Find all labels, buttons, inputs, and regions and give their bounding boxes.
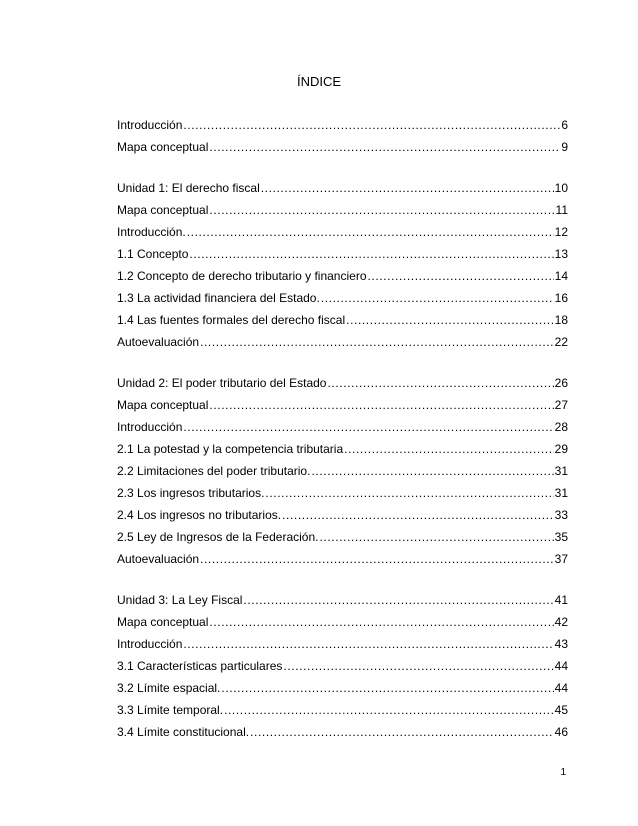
toc-entry-label: 3.3 Límite temporal. (117, 703, 224, 717)
toc-entry-label: 3.1 Características particulares (117, 659, 283, 673)
toc-entry[interactable] (117, 268, 568, 284)
toc-entry[interactable] (117, 312, 568, 328)
toc-entry-page: 28 (554, 420, 568, 434)
toc-entry-label: 1.1 Concepto (117, 247, 189, 261)
toc-leader-dots (344, 441, 554, 457)
toc-entry-label: 3.4 Límite constitucional. (117, 725, 250, 739)
toc-entry-label: 1.3 La actividad financiera del Estado. (117, 291, 320, 305)
toc-entry-label: 1.2 Concepto de derecho tributario y financiero (117, 269, 367, 283)
toc-entry-label: Unidad 2: El poder tributario del Estado (117, 376, 327, 390)
toc-entry-label: 2.2 Limitaciones del poder tributario. (117, 464, 311, 478)
toc-entry-page: 18 (554, 313, 568, 327)
toc-entry-label: Autoevaluación (117, 335, 200, 349)
toc-entry[interactable] (117, 724, 568, 740)
toc-entry[interactable] (117, 702, 568, 718)
toc-leader-dots (209, 614, 553, 630)
toc-entry-page: 46 (554, 725, 568, 739)
toc-entry[interactable] (117, 202, 568, 218)
toc-entry-page: 27 (554, 398, 568, 412)
toc-entry-label: 2.4 Los ingresos no tributarios. (117, 508, 282, 522)
toc-leader-dots (183, 636, 553, 652)
toc-entry[interactable] (117, 290, 568, 306)
toc-leader-dots (321, 290, 554, 306)
toc-entry[interactable] (117, 375, 568, 391)
toc-entry-page: 43 (554, 637, 568, 651)
toc-entry[interactable] (117, 139, 568, 155)
toc-entry-label: Mapa conceptual (117, 615, 209, 629)
toc-entry-page: 11 (555, 203, 568, 217)
toc-entry-page: 16 (554, 291, 568, 305)
toc-leader-dots (187, 224, 554, 240)
toc-entry-page: 45 (554, 703, 568, 717)
toc-leader-dots (261, 180, 554, 196)
toc-leader-dots (221, 680, 553, 696)
toc-entry[interactable] (117, 680, 568, 696)
toc-entry[interactable] (117, 636, 568, 652)
toc-entry[interactable] (117, 246, 568, 262)
toc-entry-label: Introducción (117, 118, 183, 132)
toc-entry-page: 9 (561, 140, 568, 154)
toc-entry-page: 31 (554, 464, 568, 478)
toc-entry-label: Autoevaluación (117, 552, 200, 566)
toc-entry[interactable] (117, 224, 568, 240)
toc-entry-label: 2.1 La potestad y la competencia tributaria (117, 442, 344, 456)
toc-entry-label: Introducción (117, 637, 183, 651)
toc-entry[interactable] (117, 180, 568, 196)
toc-entry-label: Mapa conceptual (117, 140, 209, 154)
toc-entry-page: 6 (561, 118, 568, 132)
toc-leader-dots (283, 658, 553, 674)
toc-entry-label: Mapa conceptual (117, 398, 209, 412)
page-title: ÍNDICE (296, 74, 342, 89)
toc-entry[interactable] (117, 551, 568, 567)
toc-entry-page: 10 (554, 181, 568, 195)
toc-entry[interactable] (117, 658, 568, 674)
toc-leader-dots (209, 202, 554, 218)
toc-entry-page: 12 (554, 225, 568, 239)
toc-leader-dots (319, 529, 553, 545)
toc-leader-dots (311, 463, 553, 479)
toc-entry[interactable] (117, 529, 568, 545)
toc-leader-dots (200, 551, 554, 567)
toc-entry[interactable] (117, 592, 568, 608)
toc-entry-label: Unidad 1: El derecho fiscal (117, 181, 260, 195)
toc-entry-label: 1.4 Las fuentes formales del derecho fiscal (117, 313, 346, 327)
toc-entry-page: 41 (554, 593, 568, 607)
toc-entry-page: 37 (554, 552, 568, 566)
toc-leader-dots (209, 397, 553, 413)
toc-entry-label: 2.5 Ley de Ingresos de la Federación. (117, 530, 319, 544)
toc-entry-page: 13 (554, 247, 568, 261)
toc-entry[interactable] (117, 117, 568, 133)
toc-entry[interactable] (117, 614, 568, 630)
toc-entry-page: 35 (554, 530, 568, 544)
toc-entry-page: 22 (554, 335, 568, 349)
toc-entry-label: Introducción. (117, 225, 186, 239)
toc-entry-page: 44 (554, 681, 568, 695)
toc-entry-page: 31 (554, 486, 568, 500)
toc-entry[interactable] (117, 485, 568, 501)
toc-leader-dots (183, 117, 560, 133)
toc-leader-dots (346, 312, 554, 328)
toc-entry-label: Unidad 3: La Ley Fiscal (117, 593, 243, 607)
toc-leader-dots (224, 702, 554, 718)
toc-entry-label: Mapa conceptual (117, 203, 209, 217)
toc-entry-label: Introducción (117, 420, 183, 434)
toc-leader-dots (200, 334, 554, 350)
toc-entry-label: 2.3 Los ingresos tributarios. (117, 486, 265, 500)
toc-leader-dots (282, 507, 554, 523)
toc-entry[interactable] (117, 334, 568, 350)
toc-entry[interactable] (117, 507, 568, 523)
toc-leader-dots (209, 139, 560, 155)
toc-leader-dots (243, 592, 553, 608)
toc-leader-dots (327, 375, 553, 391)
toc-entry[interactable] (117, 397, 568, 413)
toc-leader-dots (265, 485, 553, 501)
page-number: 1 (560, 767, 566, 778)
toc-entry-page: 42 (554, 615, 568, 629)
toc-entry[interactable] (117, 419, 568, 435)
toc-leader-dots (183, 419, 553, 435)
toc-leader-dots (189, 246, 553, 262)
toc-entry[interactable] (117, 441, 568, 457)
toc-entry-page: 33 (554, 508, 568, 522)
toc-entry-page: 44 (554, 659, 568, 673)
toc-entry-page: 29 (554, 442, 568, 456)
toc-entry-page: 26 (554, 376, 568, 390)
toc-leader-dots (368, 268, 554, 284)
toc-entry-page: 14 (554, 269, 568, 283)
toc-entry[interactable] (117, 463, 568, 479)
toc-entry-label: 3.2 Límite espacial. (117, 681, 221, 695)
toc-leader-dots (250, 724, 554, 740)
